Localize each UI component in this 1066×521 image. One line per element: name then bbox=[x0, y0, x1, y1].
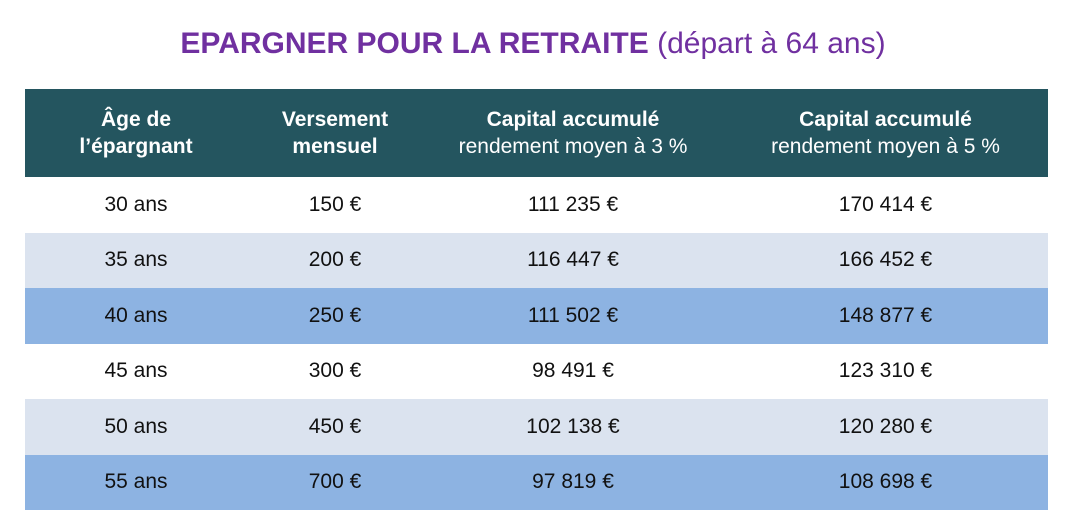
cell-capital-5: 170 414 € bbox=[838, 192, 933, 216]
header-age-line2: l’épargnant bbox=[79, 135, 193, 158]
cell-capital-3: 98 491 € bbox=[532, 359, 614, 383]
table-row bbox=[25, 177, 1048, 233]
retirement-savings-table bbox=[25, 89, 1048, 510]
cell-age: 50 ans bbox=[104, 414, 168, 438]
header-capital-3-line1: Capital accumulé bbox=[486, 108, 660, 131]
table-row bbox=[25, 399, 1048, 455]
cell-capital-5: 148 877 € bbox=[838, 303, 933, 327]
header-capital-3-line2: rendement moyen à 3 % bbox=[458, 135, 688, 158]
page-title bbox=[0, 24, 1066, 64]
title-subtitle: (départ à 64 ans) bbox=[657, 27, 886, 60]
header-versement-line2: mensuel bbox=[292, 135, 378, 158]
cell-capital-5: 120 280 € bbox=[838, 414, 933, 438]
table-row bbox=[25, 233, 1048, 289]
cell-versement: 150 € bbox=[308, 192, 362, 216]
cell-capital-5: 123 310 € bbox=[838, 359, 933, 383]
cell-capital-3: 102 138 € bbox=[526, 414, 620, 438]
cell-capital-3: 97 819 € bbox=[532, 470, 614, 494]
cell-versement: 200 € bbox=[308, 248, 362, 272]
cell-age: 55 ans bbox=[104, 470, 168, 494]
cell-age: 40 ans bbox=[104, 303, 168, 327]
title-main: EPARGNER POUR LA RETRAITE bbox=[180, 27, 649, 60]
table-row bbox=[25, 455, 1048, 511]
cell-versement: 250 € bbox=[308, 303, 362, 327]
header-versement-line1: Versement bbox=[281, 108, 389, 131]
table-body bbox=[25, 177, 1048, 510]
header-row bbox=[25, 89, 1048, 177]
header-capital-3 bbox=[423, 89, 723, 177]
table-row bbox=[25, 344, 1048, 400]
cell-age: 30 ans bbox=[104, 192, 168, 216]
cell-capital-5: 108 698 € bbox=[838, 470, 933, 494]
cell-capital-3: 111 502 € bbox=[527, 303, 619, 327]
cell-capital-3: 116 447 € bbox=[527, 248, 619, 272]
header-age bbox=[25, 89, 247, 177]
table-header bbox=[25, 89, 1048, 177]
table-row bbox=[25, 288, 1048, 344]
header-capital-5-line2: rendement moyen à 5 % bbox=[771, 135, 1000, 158]
header-versement bbox=[247, 89, 423, 177]
cell-capital-5: 166 452 € bbox=[838, 248, 933, 272]
cell-versement: 300 € bbox=[308, 359, 362, 383]
header-age-line1: Âge de bbox=[100, 108, 171, 131]
cell-age: 35 ans bbox=[104, 248, 168, 272]
cell-age: 45 ans bbox=[104, 359, 168, 383]
header-capital-5 bbox=[723, 89, 1048, 177]
cell-versement: 450 € bbox=[308, 414, 362, 438]
header-capital-5-line1: Capital accumulé bbox=[799, 108, 972, 131]
cell-versement: 700 € bbox=[308, 470, 362, 494]
cell-capital-3: 111 235 € bbox=[527, 192, 619, 216]
